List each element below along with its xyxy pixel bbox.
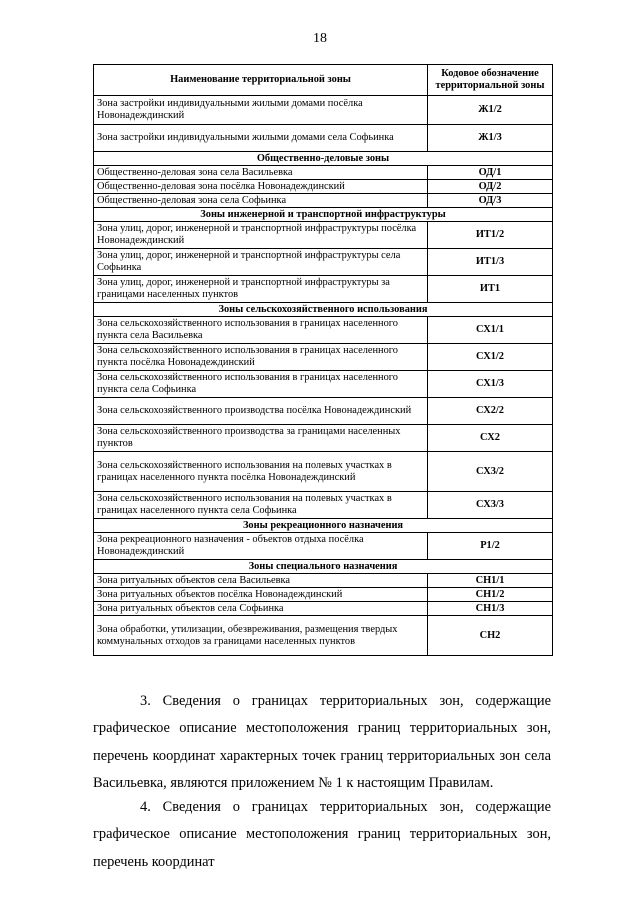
- zone-name-cell: Зона застройки индивидуальными жилыми домами посёлка Новонадеждинский: [94, 96, 428, 125]
- zone-code-cell: СХ1/3: [428, 371, 553, 398]
- header-zone-code: Кодовое обозначение территориальной зоны: [428, 65, 553, 96]
- zone-name-cell: Зона улиц, дорог, инженерной и транспортной инфраструктуры села Софьинка: [94, 249, 428, 276]
- zone-name-cell: Зона ритуальных объектов села Васильевка: [94, 574, 428, 588]
- table-row: [94, 588, 553, 602]
- section-row: [94, 208, 553, 222]
- zone-name-cell: Общественно-деловая зона села Васильевка: [94, 166, 428, 180]
- table-header-row: [94, 65, 553, 96]
- zone-name-cell: Зона улиц, дорог, инженерной и транспортной инфраструктуры посёлка Новонадеждинский: [94, 222, 428, 249]
- table-row: [94, 317, 553, 344]
- zone-name-cell: Зона сельскохозяйственного использования в границах населенного пункта посёлка Новонадеждинский: [94, 344, 428, 371]
- zone-name-cell: Зона сельскохозяйственного использования в границах населенного пункта села Софьинка: [94, 371, 428, 398]
- table-row: [94, 249, 553, 276]
- zone-code-cell: СН1/3: [428, 602, 553, 616]
- table-row: [94, 180, 553, 194]
- zone-code-cell: Р1/2: [428, 533, 553, 560]
- header-zone-name: Наименование территориальной зоны: [94, 65, 428, 96]
- table-row: [94, 344, 553, 371]
- zones-table-body: [94, 96, 553, 656]
- paragraph-4: 4. Сведения о границах территориальных зон, содержащие графическое описание местоположения границ территориальных зон, перечень координат: [93, 799, 551, 870]
- zone-name-cell: Общественно-деловая зона посёлка Новонадеждинский: [94, 180, 428, 194]
- section-title: Зоны специального назначения: [94, 560, 553, 574]
- zone-code-cell: Ж1/3: [428, 125, 553, 152]
- zone-code-cell: ИТ1: [428, 276, 553, 303]
- zone-code-cell: СН1/2: [428, 588, 553, 602]
- zone-name-cell: Зона рекреационного назначения - объектов отдыха посёлка Новонадеждинский: [94, 533, 428, 560]
- zone-name-cell: Зона улиц, дорог, инженерной и транспортной инфраструктуры за границами населенных пунктов: [94, 276, 428, 303]
- section-row: [94, 560, 553, 574]
- table-row: [94, 425, 553, 452]
- zone-name-cell: Зона сельскохозяйственного производства посёлка Новонадеждинский: [94, 398, 428, 425]
- zone-code-cell: СХ1/1: [428, 317, 553, 344]
- zone-code-cell: Ж1/2: [428, 96, 553, 125]
- section-row: [94, 303, 553, 317]
- page-number: 18: [313, 31, 327, 46]
- zone-name-cell: Зона сельскохозяйственного производства за границами населенных пунктов: [94, 425, 428, 452]
- zone-name-cell: Зона сельскохозяйственного использования в границах населенного пункта села Васильевка: [94, 317, 428, 344]
- table-row: [94, 222, 553, 249]
- zone-code-cell: СХ2/2: [428, 398, 553, 425]
- table-row: [94, 276, 553, 303]
- table-row: [94, 96, 553, 125]
- zone-code-cell: СХ2: [428, 425, 553, 452]
- table-row: [94, 602, 553, 616]
- table-row: [94, 166, 553, 180]
- zones-table: [93, 64, 553, 656]
- zone-code-cell: ОД/2: [428, 180, 553, 194]
- table-row: [94, 194, 553, 208]
- zone-name-cell: Зона ритуальных объектов посёлка Новонадеждинский: [94, 588, 428, 602]
- zone-name-cell: Зона сельскохозяйственного использования на полевых участках в границах населенного пункта посёлка Новонадеждинский: [94, 452, 428, 492]
- zone-name-cell: Общественно-деловая зона села Софьинка: [94, 194, 428, 208]
- table-row: [94, 398, 553, 425]
- zone-name-cell: Зона ритуальных объектов села Софьинка: [94, 602, 428, 616]
- section-title: Зоны рекреационного назначения: [94, 519, 553, 533]
- table-row: [94, 125, 553, 152]
- zone-code-cell: ОД/3: [428, 194, 553, 208]
- table-row: [94, 371, 553, 398]
- zone-code-cell: СН1/1: [428, 574, 553, 588]
- section-title: Зоны инженерной и транспортной инфраструктуры: [94, 208, 553, 222]
- paragraph-3: 3. Сведения о границах территориальных зон, содержащие графическое описание местоположения границ территориальных зон, перечень координат характерных точек границ территориальных зон села Васильевка, являются приложением № 1 к настоящим Правилам.: [93, 693, 551, 791]
- zone-name-cell: Зона сельскохозяйственного использования на полевых участках в границах населенного пункта села Софьинка: [94, 492, 428, 519]
- section-title: Зоны сельскохозяйственного использования: [94, 303, 553, 317]
- table-row: [94, 492, 553, 519]
- zone-name-cell: Зона обработки, утилизации, обезвреживания, размещения твердых коммунальных отходов за границами населенных пунктов: [94, 616, 428, 656]
- zone-name-cell: Зона застройки индивидуальными жилыми домами села Софьинка: [94, 125, 428, 152]
- table-row: [94, 452, 553, 492]
- table-row: [94, 533, 553, 560]
- table-row: [94, 574, 553, 588]
- zone-code-cell: ОД/1: [428, 166, 553, 180]
- zone-code-cell: СХ3/3: [428, 492, 553, 519]
- section-row: [94, 152, 553, 166]
- zone-code-cell: СХ1/2: [428, 344, 553, 371]
- section-row: [94, 519, 553, 533]
- zone-code-cell: ИТ1/2: [428, 222, 553, 249]
- zone-code-cell: СН2: [428, 616, 553, 656]
- zone-code-cell: ИТ1/3: [428, 249, 553, 276]
- zone-code-cell: СХ3/2: [428, 452, 553, 492]
- table-row: [94, 616, 553, 656]
- section-title: Общественно-деловые зоны: [94, 152, 553, 166]
